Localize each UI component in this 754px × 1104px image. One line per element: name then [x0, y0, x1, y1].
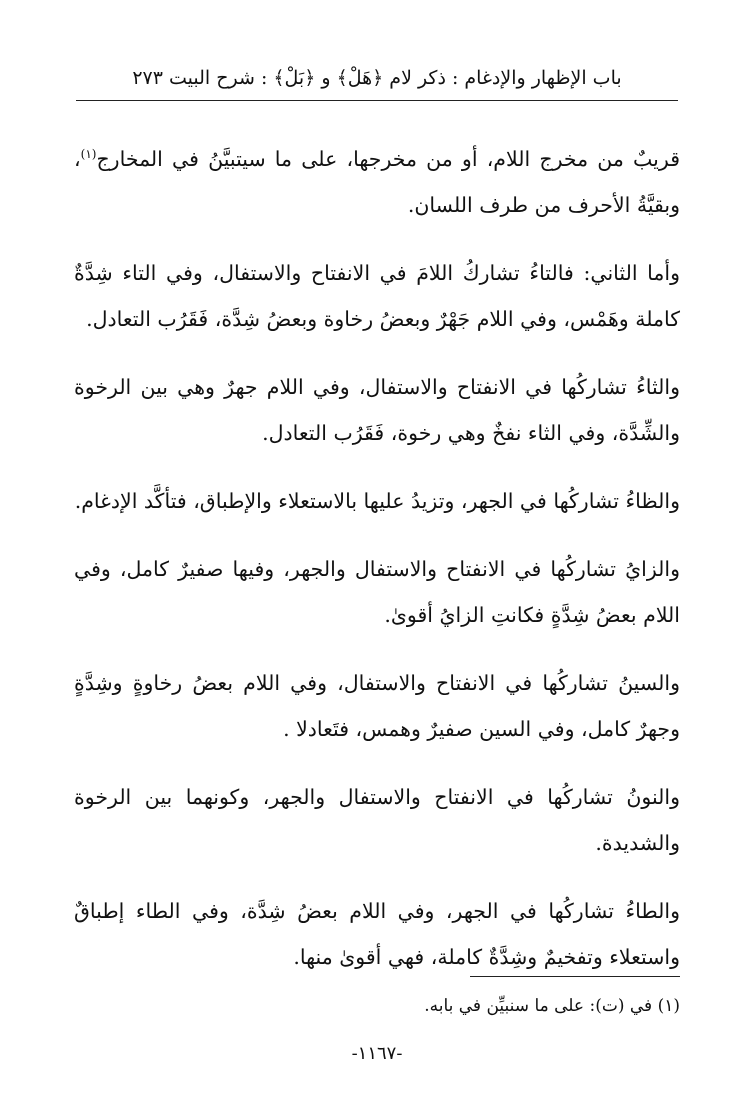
paragraph-1 [74, 136, 680, 228]
main-text [74, 136, 680, 1002]
header-divider [76, 100, 678, 101]
paragraph-1-text: قريبٌ من مخرج اللام، أو من مخرجها، على ما سيتبيَّنُ في المخارج [96, 147, 680, 171]
paragraph-4: والظاءُ تشاركُها في الجهر، وتزيدُ عليها بالاستعلاء والإطباق، فتأكَّد الإدغام. [74, 489, 680, 513]
paragraph-2: وأما الثاني: فالتاءُ تشاركُ اللامَ في الانفتاح والاستفال، وفي التاء شِدَّةٌ كاملة وهَمْس، وفي اللام جَهْرٌ وبعضُ رخاوة وبعضُ شِدَّة، فَقَرُب التعادل. [74, 261, 680, 331]
paragraph-7: والنونُ تشاركُها في الانفتاح والاستفال والجهر، وكونهما بين الرخوة والشديدة. [74, 785, 680, 855]
footnote-divider [470, 976, 680, 977]
page-number: -١١٦٧- [351, 1043, 403, 1064]
footnote-reference[interactable]: (١) [80, 147, 97, 162]
running-header: باب الإظهار والإدغام : ذكر لام ﴿هَلْ﴾ و ﴿بَلْ﴾ : شرح البيت ٢٧٣ [132, 67, 622, 89]
paragraph-3: والثاءُ تشاركُها في الانفتاح والاستفال، وفي اللام جهرٌ وهي بين الرخوة والشِّدَّة، وفي الثاء نفخٌ وهي رخوة، فَقَرُب التعادل. [74, 375, 680, 445]
paragraph-6: والسينُ تشاركُها في الانفتاح والاستفال، وفي اللام بعضُ رخاوةٍ وشِدَّةٍ وجهرٌ كامل، وفي السين صفيرٌ وهمس، فتَعادلا . [74, 671, 680, 741]
paragraph-8: والطاءُ تشاركُها في الجهر، وفي اللام بعضُ شِدَّة، وفي الطاء إطباقٌ واستعلاء وتفخيمٌ وشِدَّةٌ كاملة، فهي أقوىٰ منها. [74, 899, 680, 969]
footnote: (١) في (ت): على ما سنبيِّن في بابه. [424, 996, 680, 1016]
paragraph-1-continuation: ، وبقيَّةُ الأحرف من طرف اللسان. [74, 147, 680, 217]
paragraph-5: والزايُ تشاركُها في الانفتاح والاستفال والجهر، وفيها صفيرٌ كامل، وفي اللام بعضُ شِدَّةٍ فكانتِ الزايُ أقوىٰ. [74, 557, 680, 627]
